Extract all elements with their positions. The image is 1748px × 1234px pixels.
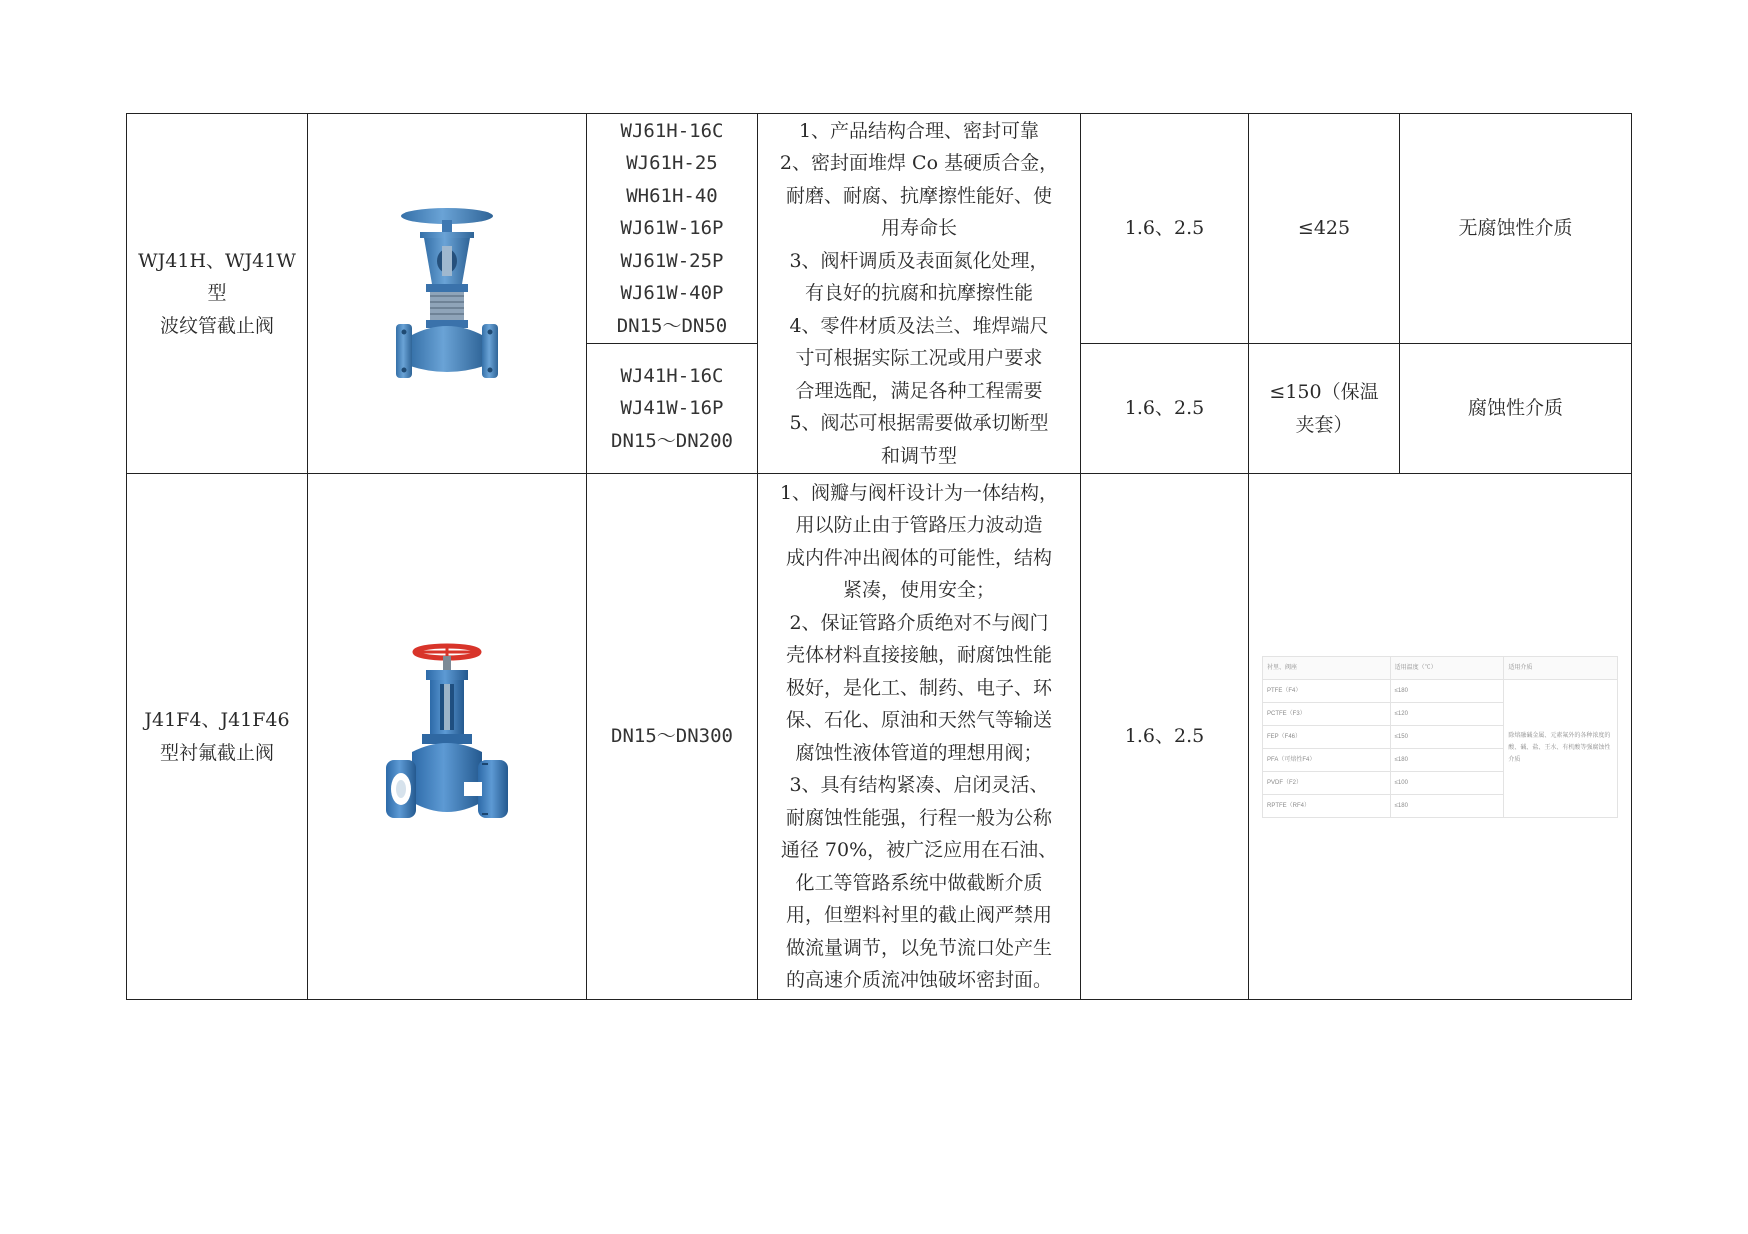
bellows-globe-valve-icon	[392, 206, 502, 381]
product-image-cell	[308, 474, 587, 1000]
description-cell	[758, 114, 1081, 474]
temperature-line: 夹套）	[1295, 413, 1353, 436]
temperature-cell	[1249, 344, 1400, 474]
lining-header-cell: 衬里、阀座	[1263, 656, 1391, 679]
description-line: 腐蚀性液体管道的理想用阀；	[795, 741, 1043, 764]
model-line: WJ41W-16P	[620, 397, 724, 420]
description-line: 2、密封面堆焊 Co 基硬质合金，	[779, 152, 1059, 175]
description-line: 用寿命长	[880, 217, 957, 240]
description-line: 寸可根据实际工况或用户要求	[795, 347, 1043, 370]
description-line: 壳体材料直接接触，耐腐蚀性能	[785, 644, 1052, 666]
lining-temperature: ≤120	[1390, 702, 1504, 725]
description-line: 做流量调节，以免节流口处产生	[785, 936, 1052, 959]
model-line: WJ61W-40P	[620, 282, 724, 305]
lining-header-row	[1263, 656, 1618, 679]
description-line: 用，但塑料衬里的截止阀严禁用	[785, 904, 1052, 926]
model-line: DN15～DN50	[616, 314, 728, 337]
model-cell	[587, 344, 758, 474]
pressure-cell: 1.6、2.5	[1081, 344, 1249, 474]
lining-temperature: ≤180	[1390, 679, 1504, 702]
pressure-cell: 1.6、2.5	[1081, 474, 1249, 1000]
product-name-line: WJ41H、WJ41W 型	[138, 249, 296, 305]
product-name-line: 型衬氟截止阀	[159, 741, 274, 764]
description-line: 和调节型	[880, 444, 957, 467]
description-line: 1、阀瓣与阀杆设计为一体结构，	[779, 481, 1059, 504]
description-line: 紧凑，使用安全；	[842, 579, 995, 601]
model-line: WJ41H-16C	[620, 364, 724, 387]
model-cell	[587, 114, 758, 344]
description-line: 5、阀芯可根据需要做承切断型	[789, 412, 1049, 435]
model-line: DN15～DN200	[611, 429, 733, 452]
product-name-cell	[127, 474, 308, 1000]
lining-temperature: ≤180	[1390, 748, 1504, 771]
description-line: 用以防止由于管路压力波动造	[795, 514, 1043, 536]
medium-cell: 无腐蚀性介质	[1400, 114, 1632, 344]
description-line: 有良好的抗腐和抗摩擦性能	[804, 282, 1033, 305]
lining-material: RPTFE（RF4）	[1263, 794, 1391, 817]
description-line: 通径 70%，被广泛应用在石油、	[780, 839, 1058, 861]
lining-row	[1263, 679, 1618, 702]
valve-spec-table	[126, 113, 1632, 1000]
description-line: 成内件冲出阀体的可能性，结构	[785, 546, 1052, 569]
lining-temperature: ≤180	[1390, 794, 1504, 817]
lining-material: PCTFE（F3）	[1263, 702, 1391, 725]
lining-material-table	[1262, 656, 1618, 818]
model-cell: DN15～DN300	[587, 474, 758, 1000]
temperature-cell: ≤425	[1249, 114, 1400, 344]
description-line: 3、具有结构紧凑、启闭灵活、	[789, 774, 1049, 796]
temperature-line: ≤150（保温	[1269, 381, 1379, 403]
lining-medium: 除熔融碱金属、元素氟外的各种浓度的酸、碱、盐、王水、有机酸等强腐蚀性介质	[1504, 679, 1618, 817]
description-line: 化工等管路系统中做截断介质	[795, 871, 1043, 894]
lining-header-cell: 适用介质	[1504, 656, 1618, 679]
pressure-cell: 1.6、2.5	[1081, 114, 1249, 344]
description-line: 极好，是化工、制药、电子、环	[785, 676, 1052, 699]
lining-material: PVDF（F2）	[1263, 771, 1391, 794]
product-image-cell	[308, 114, 587, 474]
table-row	[127, 114, 1632, 344]
description-line: 的高速介质流冲蚀破坏密封面。	[785, 969, 1052, 991]
lining-temperature: ≤100	[1390, 771, 1504, 794]
model-line: WH61H-40	[626, 184, 718, 207]
lining-material: FEP（F46）	[1263, 725, 1391, 748]
description-line: 合理选配，满足各种工程需要	[795, 379, 1043, 402]
lining-material: PTFE（F4）	[1263, 679, 1391, 702]
product-name-line: 波纹管截止阀	[159, 314, 274, 337]
medium-cell: 腐蚀性介质	[1400, 344, 1632, 474]
lining-header-cell: 适用温度（℃）	[1390, 656, 1504, 679]
description-line: 4、零件材质及法兰、堆焊端尺	[789, 314, 1049, 337]
description-line: 耐腐蚀性能强，行程一般为公称	[785, 806, 1052, 829]
description-cell	[758, 474, 1081, 1000]
table-row	[127, 474, 1632, 1000]
product-name-cell	[127, 114, 308, 474]
description-line: 耐磨、耐腐、抗摩擦性能好、使	[785, 184, 1052, 207]
lining-table-cell	[1249, 474, 1632, 1000]
model-line: WJ61H-25	[626, 152, 718, 175]
description-line: 1、产品结构合理、密封可靠	[798, 119, 1040, 142]
model-line: WJ61W-25P	[620, 249, 724, 272]
lined-globe-valve-icon	[382, 642, 512, 832]
description-line: 保、石化、原油和天然气等输送	[785, 709, 1052, 731]
description-line: 2、保证管路介质绝对不与阀门	[789, 611, 1049, 634]
model-line: WJ61W-16P	[620, 217, 724, 240]
lining-material: PFA（可熔性F4）	[1263, 748, 1391, 771]
lining-temperature: ≤150	[1390, 725, 1504, 748]
description-line: 3、阀杆调质及表面氮化处理，	[789, 249, 1049, 272]
model-line: WJ61H-16C	[620, 119, 724, 142]
product-name-line: J41F4、J41F46	[144, 709, 290, 731]
